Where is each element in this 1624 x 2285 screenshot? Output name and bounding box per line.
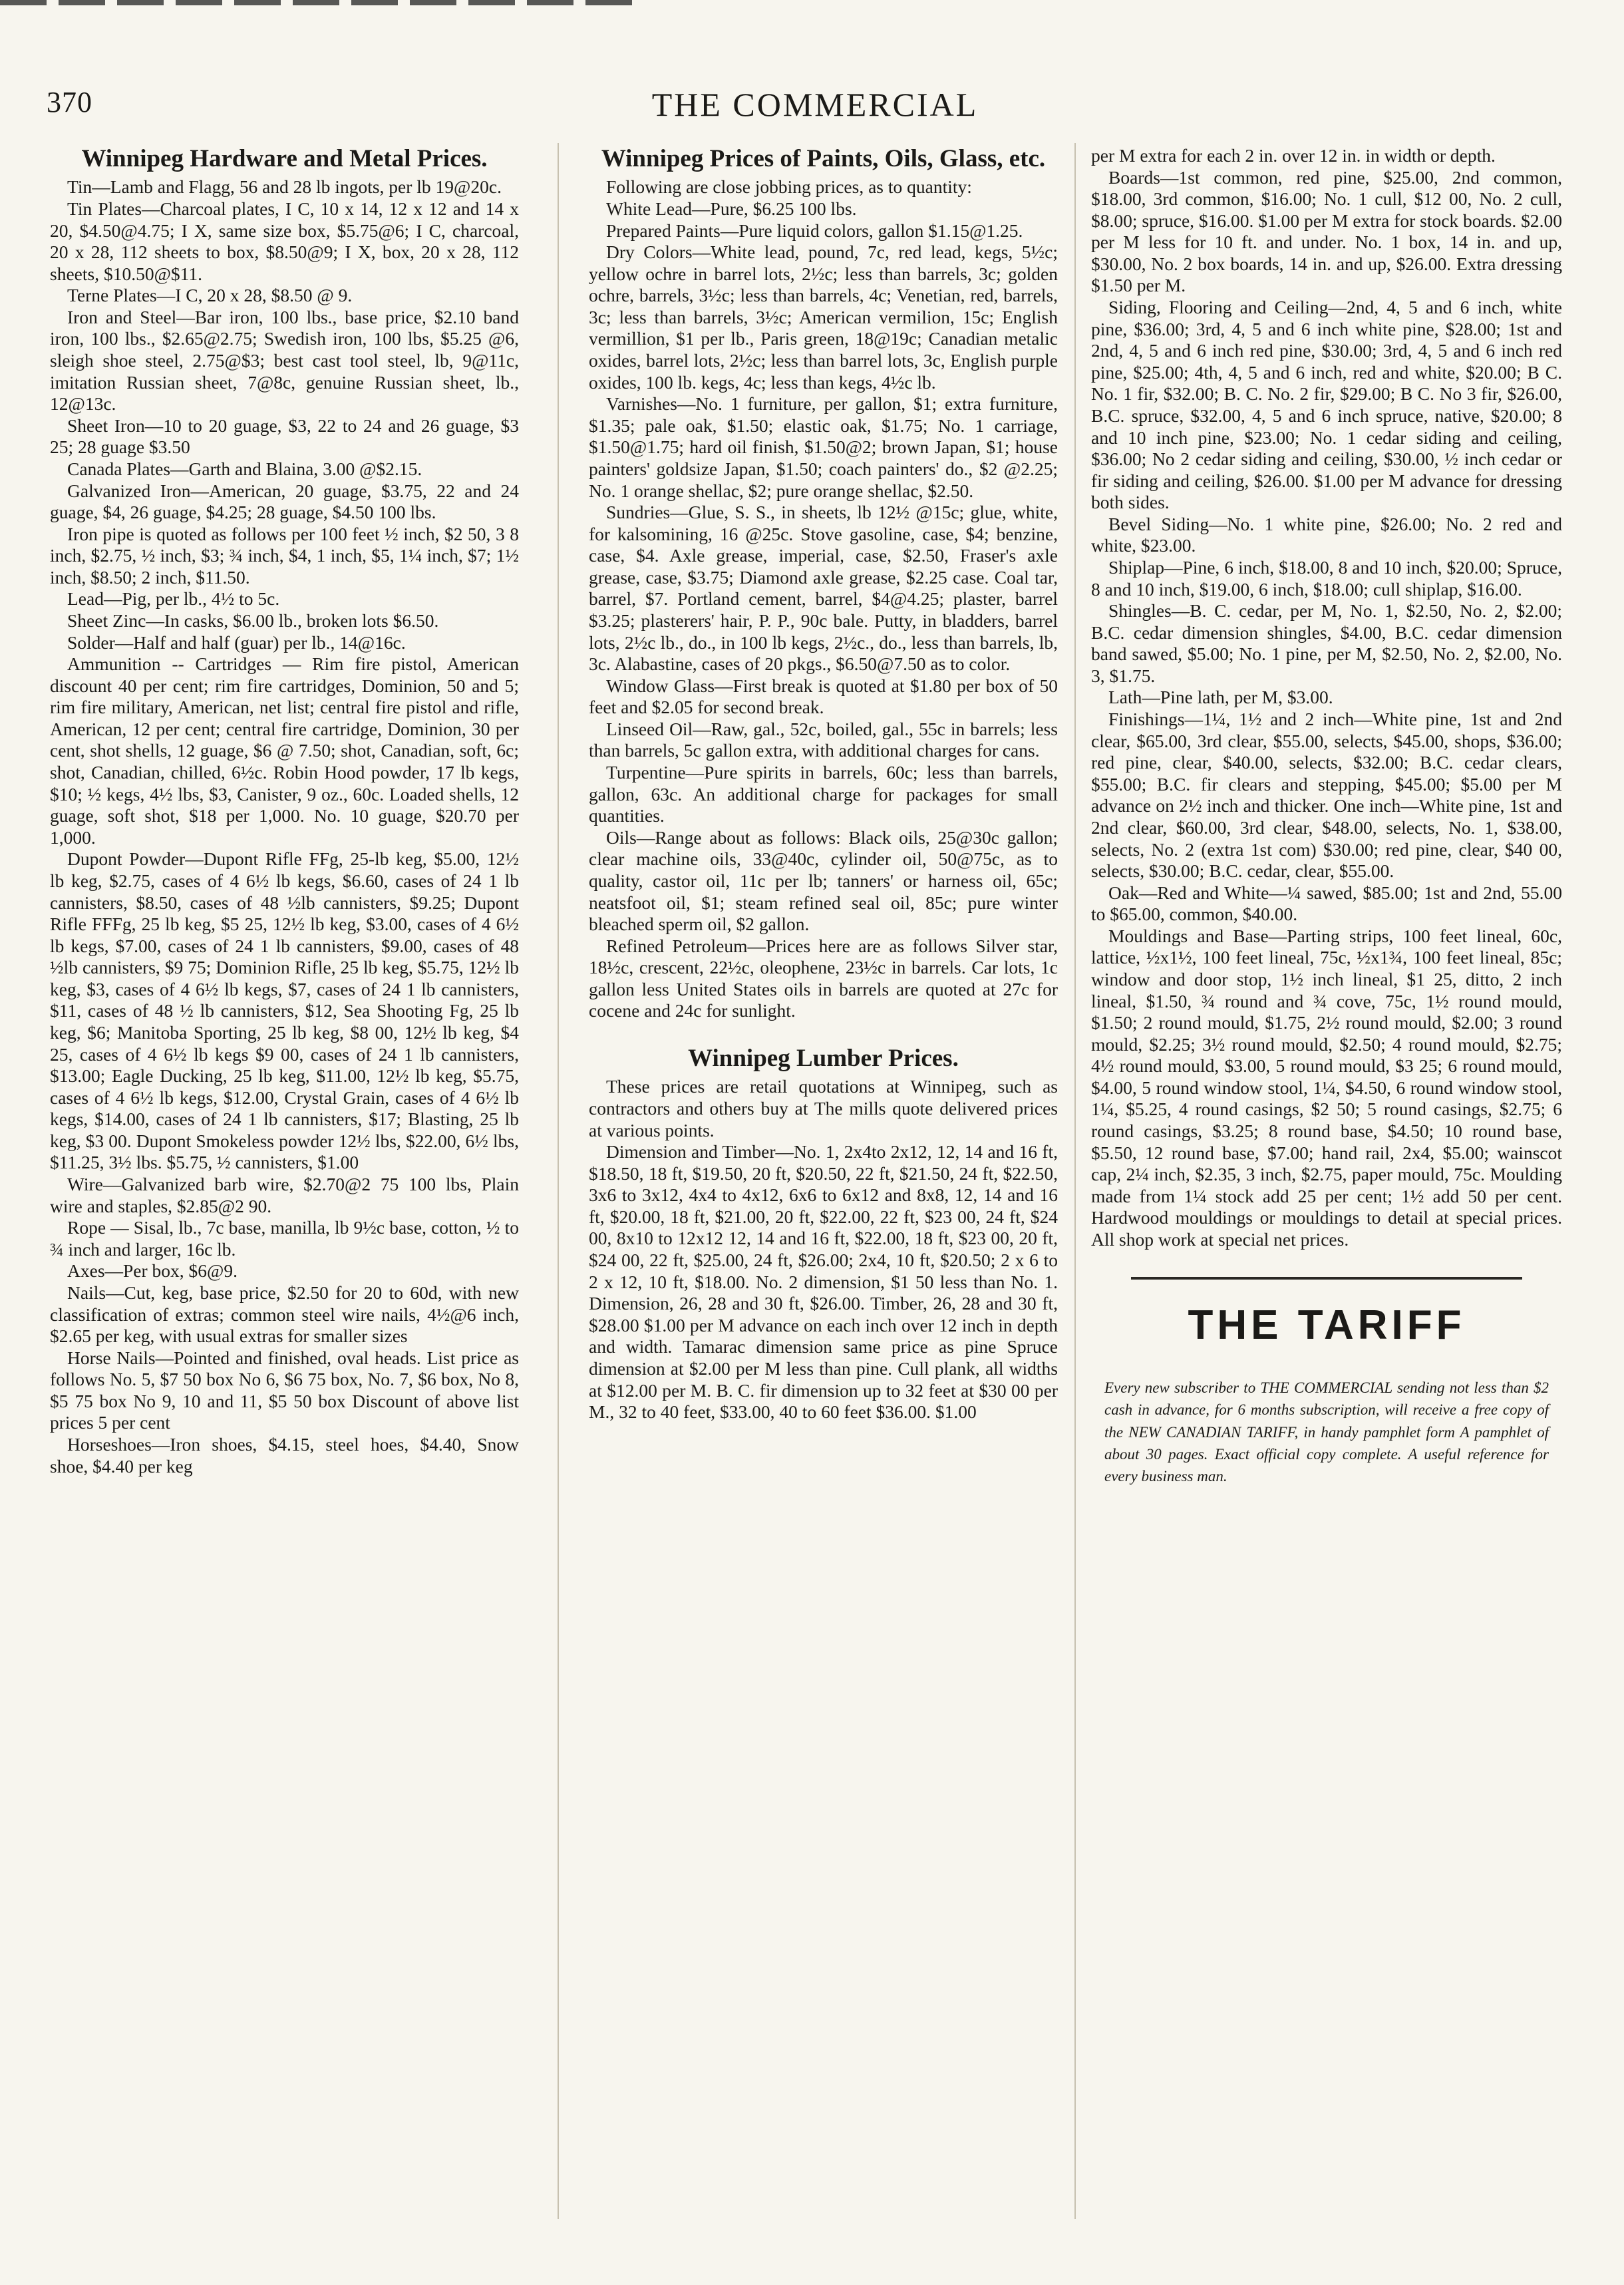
paragraph: Oak—Red and White—¼ sawed, $85.00; 1st and 2nd, 55.00 to $65.00, common, $40.00. [1091, 882, 1562, 925]
paragraph: Turpentine—Pure spirits in barrels, 60c; less than barrels, gallon, 63c. An additional charge for packages for small quantities. [589, 762, 1058, 826]
paragraph: Finishings—1¼, 1½ and 2 inch—White pine, 1st and 2nd clear, $65.00, 3rd clear, $55.00, selects, $45.00, shops, $36.00; red pine, clear, $40.00, selects, $32.00; B.C. cedar clears, $55.00; B.C. fir clears and stepping, $45.00; $5.00 per M advance on 2½ inch and thicker. One inch—White pine, 1st and 2nd clear, $60.00, 3rd clear, $48.00, selects, No. 1, $38.00, selects, No. 2 (extra 1st com) $30.00; red pine, clear, $40 00, selects, $30.00; B.C. cedar, clear, $55.00. [1091, 709, 1562, 882]
paragraph: Iron and Steel—Bar iron, 100 lbs., base price, $2.10 band iron, 100 lbs., $2.65@2.75; Swedish iron, 100 lbs, $5.25 @6, sleigh shoe steel, 2.75@$3; best cast tool steel, lb, 9@11c, imitation Russian sheet, 7@8c, genuine Russian sheet, lb., 12@13c. [50, 306, 519, 415]
paragraph: Wire—Galvanized barb wire, $2.70@2 75 100 lbs, Plain wire and staples, $2.85@2 90. [50, 1174, 519, 1216]
paints-heading: Winnipeg Prices of Paints, Oils, Glass, etc. [601, 145, 1046, 172]
paragraph: Sheet Iron—10 to 20 guage, $3, 22 to 24 and 26 guage, $3 25; 28 guage $3.50 [50, 415, 519, 458]
column-divider [1074, 143, 1076, 2219]
paragraph: Horse Nails—Pointed and finished, oval heads. List price as follows No. 5, $7 50 box No 6, $6 75 box, No. 7, $6 box, No 8, $5 75 box No 9, 10 and 11, $5 50 box Discount of above list prices 5 per cent [50, 1347, 519, 1433]
tariff-heading: THE TARIFF [1188, 1302, 1466, 1349]
top-rule [0, 0, 639, 5]
paragraph: Linseed Oil—Raw, gal., 52c, boiled, gal., 55c in barrels; less than barrels, 5c gallon extra, with additional charges for cans. [589, 718, 1058, 761]
column-right [1091, 145, 1562, 2241]
paragraph: Shiplap—Pine, 6 inch, $18.00, 8 and 10 inch, $20.00; Spruce, 8 and 10 inch, $19.00, 6 inch, $18.00; cull shiplap, $16.00. [1091, 556, 1562, 600]
paragraph: Axes—Per box, $6@9. [67, 1260, 238, 1282]
hardware-heading: Winnipeg Hardware and Metal Prices. [81, 145, 488, 172]
hardware-article [50, 176, 519, 1477]
paragraph: Solder—Half and half (guar) per lb., 14@16c. [67, 631, 406, 653]
paragraph: Siding, Flooring and Ceiling—2nd, 4, 5 and 6 inch, white pine, $36.00; 3rd, 4, 5 and 6 inch white pine, $28.00; 1st and 2nd, 4, 5 and 6 inch red pine, $30.00; 3rd, 4, 5 and 6 inch red pine, $25.00; 4th, 4, 5 and 6 inch, red and white, $20.00; B C. No. 1 fir, $32.00; B. C. No. 2 fir, $29.00; B C. No 3 fir, $26.00, B.C. spruce, $32.00, 4, 5 and 6 inch spruce, native, $20.00; 8 and 10 inch pine, $23.00; No. 1 cedar siding and ceiling, $36.00; No 2 cedar siding and ceiling, $30.00, ½ inch cedar or fir siding and ceiling, $26.00. $1.00 per M advance for dressing both sides. [1091, 297, 1562, 513]
page-title: THE COMMERCIAL [651, 86, 979, 123]
paragraph: Boards—1st common, red pine, $25.00, 2nd common, $18.00, 3rd common, $16.00; No. 1 cull, $12 00, No. 2 cull, $8.00; spruce, $16.00. $1.00 per M extra for stock boards. $2.00 per M less for 10 ft. and under. No. 1 box, 14 in. and up, $30.00, No. 2 box boards, 14 in. and up, $26.00. Extra dressing $1.50 per M. [1091, 166, 1562, 296]
paragraph: Tin—Lamb and Flagg, 56 and 28 lb ingots, per lb 19@20c. [67, 176, 502, 198]
paragraph: Lead—Pig, per lb., 4½ to 5c. [67, 588, 280, 610]
column-left [50, 145, 519, 2241]
paragraph: These prices are retail quotations at Winnipeg, such as contractors and others buy at The mills quote delivered prices at various points. [589, 1076, 1058, 1141]
column-divider [558, 143, 559, 2219]
paragraph: Galvanized Iron—American, 20 guage, $3.75, 22 and 24 guage, $4, 26 guage, $4.25; 28 guage, $4.50 100 lbs. [50, 480, 519, 523]
paragraph: Window Glass—First break is quoted at $1.80 per box of 50 feet and $2.05 for second break. [589, 675, 1058, 718]
paragraph: Lath—Pine lath, per M, $3.00. [1108, 687, 1333, 708]
paragraph: Varnishes—No. 1 furniture, per gallon, $1; extra furniture, $1.35; pale oak, $1.50; elastic oak, $1.75; No. 1 carriage, $1.50@1.75; hard oil finish, $1.50@2; brown Japan, $1; house painters' goldsize Japan, $1.50; coach painters' do., $2 @2.25; No. 1 orange shellac, $2; pure orange shellac, $2.50. [589, 393, 1058, 501]
paragraph: Sheet Zinc—In casks, $6.00 lb., broken lots $6.50. [67, 610, 439, 631]
paragraph: Tin Plates—Charcoal plates, I C, 10 x 14, 12 x 12 and 14 x 20, $4.50@4.75; I X, same size box, $5.75@6; I C, charcoal, 20 x 28, 112 sheets to box, $8.50@9; I X, box, 20 x 28, 112 sheets, $10.50@$11. [50, 198, 519, 284]
paragraph: Ammunition -- Cartridges — Rim fire pistol, American discount 40 per cent; rim fire cartridges, Dominion, 50 and 5; rim fire military, American, net list; central fire pistol and rifle, American, 12 per cent; central fire cartridge, Dominion, 30 per cent, shot shells, 12 guage, $6 @ 7.50; shot, Canadian, soft, 6c; shot, Canadian, chilled, 6½c. Robin Hood powder, 17 lb kegs, $10; ½ kegs, 4½ lbs, $3, Canister, 9 oz., 60c. Loaded shells, 12 guage, soft shot, $18 per 1,000. No. 10 guage, $20.70 per 1,000. [50, 653, 519, 848]
page-header [47, 85, 1583, 132]
paragraph: White Lead—Pure, $6.25 100 lbs. [606, 198, 857, 220]
paragraph: Bevel Siding—No. 1 white pine, $26.00; No. 2 red and white, $23.00. [1091, 513, 1562, 556]
paragraph: Sundries—Glue, S. S., in sheets, lb 12½ @15c; glue, white, for kalsomining, 16 @25c. Stove gasoline, case, $4; benzine, case, $4. Axle grease, imperial, case, $2.50, Fraser's axle grease, case, $3.75; Diamond axle grease, $2.25 case. Coal tar, barrel, $7. Portland cement, barrel, $4@4.25; plaster, barrel $3.25; plasterers' hair, P. P., 90c bale. Putty, in bladders, barrel lots, 2½c lb., do., in 100 lb kegs, 2½c., do., less than barrels, lb, 3c. Alabastine, cases of 20 pkgs., $6.50@7.50 as to color. [589, 502, 1058, 675]
paragraph: Prepared Paints—Pure liquid colors, gallon $1.15@1.25. [606, 220, 1023, 241]
lumber-heading: Winnipeg Lumber Prices. [688, 1044, 959, 1072]
column-middle [589, 145, 1058, 2241]
paragraph: per M extra for each 2 in. over 12 in. in width or depth. [1091, 145, 1496, 166]
paragraph: Refined Petroleum—Prices here are as follows Silver star, 18½c, crescent, 22½c, oleophene, 23½c in barrels. Car lots, 1c gallon less United States oils in barrels are quoted at 27c for cocene and 24c for sunlight. [589, 935, 1058, 1021]
paragraph: Horseshoes—Iron shoes, $4.15, steel hoes, $4.40, Snow shoe, $4.40 per keg [50, 1433, 519, 1477]
paragraph: Nails—Cut, keg, base price, $2.50 for 20 to 60d, with new classification of extras; common steel wire nails, 4½@6 inch, $2.65 per keg, with usual extras for smaller sizes [50, 1282, 519, 1347]
page-number: 370 [47, 86, 92, 118]
paragraph: Dry Colors—White lead, pound, 7c, red lead, kegs, 5½c; yellow ochre in barrel lots, 2½c; less than barrels, 3c; golden ochre, barrels, 3½c; less than barrels, 4c; Venetian, red, barrels, 3c; less than barrels, 3½c; American vermilion, 15c; English vermillion, $1 per lb., Paris green, 18@19c; Canadian metalic oxides, barrel lots, 2½c; less than barrel lots, 3c, English purple oxides, 100 lb. kegs, 4c; less than kegs, 4½c lb. [589, 242, 1058, 393]
lumber-article-continued [1091, 145, 1562, 1250]
section-rule [1131, 1277, 1522, 1280]
paragraph: Dupont Powder—Dupont Rifle FFg, 25-lb keg, $5.00, 12½ lb keg, $2.75, cases of 4 6½ lb kegs, $6.60, cases of 24 1 lb cannisters, $8.50, cases of 48 ½lb cannisters, $9.25; Dupont Rifle FFFg, 25 lb keg, $5 25, 12½ lb keg, $3.00, cases of 4 6½ lb kegs, $7.00, cases of 24 1 lb cannisters, $9.00, cases of 48 ½lb cannisters, $9 75; Dominion Rifle, 25 lb keg, $5.75, 12½ lb keg, $3, cases of 4 6½ lb kegs, $7, cases of 24 1 lb cannisters, $11, cases of 48 ½ lb cannisters, $12, Sea Shooting Fg, 25 lb keg, $6; Manitoba Sporting, 25 lb keg, $8 00, 12½ lb keg, $4 25, cases of 4 6½ lb kegs $9 00, cases of 24 1 lb cannisters, $13.00; Eagle Ducking, 25 lb keg, $11.00, 12½ lb keg, $5.75, cases of 4 6½ lb kegs, $12.00, Crystal Grain, cases of 4 6½ lb kegs, $14.00, cases of 24 1 lb cannisters, $17; Blasting, 25 lb keg, $3 00. Dupont Smokeless powder 12½ lbs, $22.00, 6½ lbs, $11.25, 3½ lbs. $5.75, ½ cannisters, $1.00 [50, 848, 519, 1173]
paragraph: Terne Plates—I C, 20 x 28, $8.50 @ 9. [67, 285, 353, 306]
paints-article [589, 176, 1058, 1022]
paragraph: Dimension and Timber—No. 1, 2x4to 2x12, 12, 14 and 16 ft, $18.50, 18 ft, $19.50, 20 ft, $20.50, 22 ft, $21.50, 24 ft, $22.50, 3x6 to 3x12, 4x4 to 4x12, 6x6 to 6x12 and 8x8, 12, 14 and 16 ft, $20.00, 18 ft, $21.00, 20 ft, $22.00, 22 ft, $23 00, 24 ft, $24 00, 8x10 to 12x12 12, 14 and 16 ft, $22.00, 18 ft, $23 00, 20 ft, $24 00, 22 ft, $25.00, 24 ft, $26.00; 2x4, 10 ft, $20.50; 2 x 6 to 2 x 12, 10 ft, $18.00. No. 2 dimension, $1 50 less than No. 1. Dimension, 26, 28 and 30 ft, $26.00. Timber, 26, 28 and 30 ft, $28.00 $1.00 per M advance on each inch over 12 inch in depth and width. Tamarac dimension same price as pine Spruce dimension at $2.00 per M less than pine. Cull plank, all widths at $12.00 per M. B. C. fir dimension up to 32 feet at $30 00 per M., 32 to 40 feet, $33.00, 40 to 60 feet $36.00. $1.00 [589, 1141, 1058, 1423]
lumber-article [589, 1076, 1058, 1423]
paragraph: Shingles—B. C. cedar, per M, No. 1, $2.50, No. 2, $2.00; B.C. cedar dimension shingles, $4.00, B.C. cedar dimension band sawed, $5.00; No. 1 pine, per M, $2.50, No. 2, $2.00, No. 3, $1.75. [1091, 600, 1562, 686]
paragraph: Iron pipe is quoted as follows per 100 feet ½ inch, $2 50, 3 8 inch, $2.75, ½ inch, $3; ¾ inch, $4, 1 inch, $5, 1¼ inch, $7; 1½ inch, $8.50; 2 inch, $11.50. [50, 523, 519, 588]
paragraph: Oils—Range about as follows: Black oils, 25@30c gallon; clear machine oils, 33@40c, cylinder oil, 50@75c, as to quality, castor oil, 11c per lb; tanners' or harness oil, 65c; neatsfoot oil, $1; steam refined seal oil, 85c; pure winter bleached sperm oil, $2 gallon. [589, 826, 1058, 935]
paragraph: Rope — Sisal, lb., 7c base, manilla, lb 9½c base, cotton, ½ to ¾ inch and larger, 16c lb. [50, 1217, 519, 1260]
paragraph: Following are close jobbing prices, as to quantity: [606, 176, 972, 198]
paragraph: Mouldings and Base—Parting strips, 100 feet lineal, 60c, lattice, ½x1½, 100 feet lineal, 75c, ½x1¾, 100 feet lineal, 85c; window and door stop, 1½ inch lineal, $1 25, ditto, 2 inch lineal, $1.50, ¾ round and ¾ cove, 75c, 1½ round mould, $1.50; 2 round mould, $1.75, 2½ round mould, $2.00; 3 round mould, $2.25; 3½ round mould, $2.50; 4 round mould, $2.75; 4½ round mould, $3.00, 5 round mould, $3 25; 6 round mould, $4.00, 5 round window stool, 1¼, $4.50, 6 round window stool, 1¼, $5.25, 4 round casings, $2 50; 5 round casings, $2.75; 6 round casings, $3.25; 8 round base, $4.50; 10 round base, $5.50, 12 round base, $7.00; hand rail, 2x4, $5.00; wainscot cap, 2¼ inch, $2.35, 3 inch, $2.75, paper mould, 75c. Moulding made from 1¼ stock add 25 per cent; 1½ add 50 per cent. Hardwood mouldings or mouldings to detail at special prices. All shop work at special net prices. [1091, 925, 1562, 1250]
paragraph: Canada Plates—Garth and Blaina, 3.00 @$2.15. [67, 458, 422, 479]
tariff-notice: Every new subscriber to THE COMMERCIAL sending not less than $2 cash in advance, for 6 months subscription, will receive a free copy of the NEW CANADIAN TARIFF, in handy pamphlet form A pamphlet of about 30 pages. Exact official copy complete. A useful reference for every business man. [1104, 1379, 1549, 1485]
